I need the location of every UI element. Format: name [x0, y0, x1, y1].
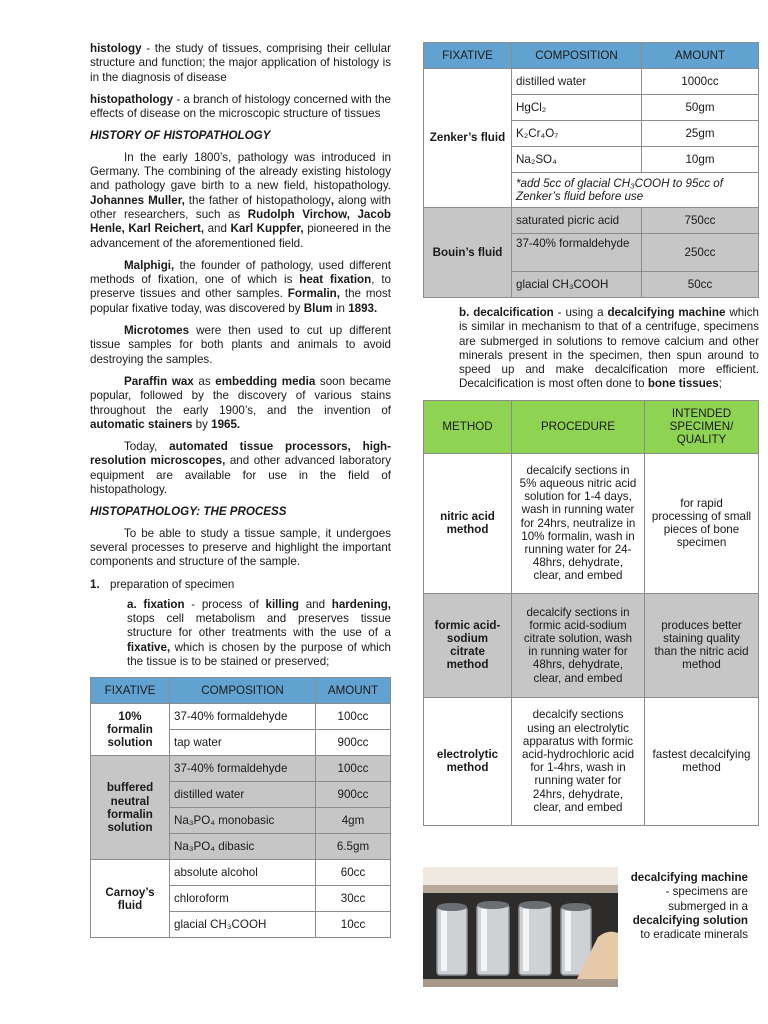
quality-cell: produces better staining quality than the nitric acid method	[645, 593, 759, 697]
history-paragraph-1: In the early 1800’s, pathology was introduced in Germany. The combining of the already existing histology and pathology gave birth to a new field, histopathology. Johannes Muller, the father of histopathology, along with other researchers, such as Rudolph Virchow, Jacob Henle, Karl Reichert, and Karl Kuppfer, pioneered in the advancement of the aforementioned field.	[90, 150, 391, 250]
composition-cell: K₂Cr₄O₇	[512, 121, 642, 147]
composition-cell: Na₃PO₄ dibasic	[170, 834, 316, 860]
column-header-composition: COMPOSITION	[512, 43, 642, 69]
composition-cell: tap water	[170, 730, 316, 756]
decalcification-methods-table	[423, 400, 759, 826]
column-header-fixative: FIXATIVE	[424, 43, 512, 69]
table-row	[91, 704, 391, 730]
quality-cell: for rapid processing of small pieces of bone specimen	[645, 453, 759, 593]
amount-cell: 50cc	[642, 272, 759, 298]
composition-cell: chloroform	[170, 886, 316, 912]
fixative-table-2	[423, 42, 759, 298]
quality-cell: fastest decalcifying method	[645, 697, 759, 825]
composition-cell: distilled water	[170, 782, 316, 808]
amount-cell: 4gm	[316, 808, 391, 834]
fixative-name: 10% formalin solution	[91, 704, 170, 756]
fixation-paragraph: a. fixation - process of killing and hardening, stops cell metabolism and preserves tissue structure for other treatments with the use of a fixative, which is chosen by the purpose of which the tissue is to be stained or preserved;	[127, 597, 391, 668]
history-paragraph-2: Malphigi, the founder of pathology, used different methods of fixation, one of which is heat fixation, to preserve tissues and other samples. Formalin, the most popular fixative today, was discovered by Blum in 1893.	[90, 258, 391, 315]
history-paragraph-5: Today, automated tissue processors, high-resolution microscopes, and other advanced laboratory equipment are available for use in the field of histopathology.	[90, 440, 391, 497]
column-header-intended-specimen: INTENDED SPECIMEN/ QUALITY	[645, 400, 759, 453]
process-heading: HISTOPATHOLOGY: THE PROCESS	[90, 505, 287, 519]
amount-cell: 50gm	[642, 95, 759, 121]
amount-cell: 100cc	[316, 704, 391, 730]
history-heading: HISTORY OF HISTOPATHOLOGY	[90, 129, 271, 143]
photo-caption: decalcifying machine - specimens are submerged in a decalcifying solution to eradicate minerals	[630, 871, 748, 942]
definition-text: - the study of tissues, comprising their cellular structure and function; the major application of histology is in the diagnosis of disease	[90, 42, 391, 84]
composition-cell: absolute alcohol	[170, 860, 316, 886]
right-column	[423, 42, 759, 826]
process-paragraph: To be able to study a tissue sample, it undergoes several processes to preserve and highlight the important components and structure of the sample.	[90, 526, 391, 569]
column-header-fixative: FIXATIVE	[91, 678, 170, 704]
method-name: formic acid-sodium citrate method	[424, 593, 512, 697]
procedure-cell: decalcify sections using an electrolytic apparatus with formic acid-hydrochloric acid for 1-4hrs, wash in running water for 24hrs, dehydrate, clear, and embed	[512, 697, 645, 825]
term-histopathology: histopathology	[90, 92, 174, 106]
amount-cell: 750cc	[642, 208, 759, 234]
column-header-amount: AMOUNT	[316, 678, 391, 704]
histology-definition	[90, 42, 391, 85]
table-row	[424, 69, 759, 95]
table-row	[91, 756, 391, 782]
amount-cell: 900cc	[316, 782, 391, 808]
composition-cell: saturated picric acid	[512, 208, 642, 234]
table-row	[424, 453, 759, 593]
history-paragraph-3: Microtomes were then used to cut up different tissue samples for both plants and animals to avoid destroying the samples.	[90, 324, 391, 366]
note-cell: *add 5cc of glacial CH₃COOH to 95cc of Zenker’s fluid before use	[512, 173, 759, 208]
method-name: electrolytic method	[424, 697, 512, 825]
composition-cell: Na₃PO₄ monobasic	[170, 808, 316, 834]
procedure-cell: decalcify sections in formic acid-sodium citrate solution, wash in running water for 48hrs, dehydrate, clear, and embed	[512, 593, 645, 697]
amount-cell: 30cc	[316, 886, 391, 912]
method-name: nitric acid method	[424, 453, 512, 593]
list-item-label: preparation of specimen	[110, 577, 235, 591]
composition-cell: HgCl₂	[512, 95, 642, 121]
composition-cell: 37-40% formaldehyde	[170, 704, 316, 730]
composition-cell: glacial CH₃COOH	[170, 912, 316, 938]
composition-cell: Na₂SO₄	[512, 147, 642, 173]
list-item-preparation	[90, 578, 391, 592]
composition-cell: distilled water	[512, 69, 642, 95]
left-column	[90, 42, 391, 938]
procedure-cell: decalcify sections in 5% aqueous nitric acid solution for 1-4 days, wash in running water for 24hrs, neutralize in 10% formalin, wash in running water for 24-48hrs, dehydrate, clear, and embed	[512, 453, 645, 593]
histopathology-definition	[90, 93, 391, 122]
fixative-name: Bouin’s fluid	[424, 208, 512, 298]
fixative-name: buffered neutral formalin solution	[91, 756, 170, 860]
definition-text: - a branch of histology concerned with the effects of disease on the microscopic structure of tissues	[90, 92, 391, 121]
amount-cell: 25gm	[642, 121, 759, 147]
table-row	[91, 860, 391, 886]
list-number: 1.	[90, 577, 100, 591]
column-header-composition: COMPOSITION	[170, 678, 316, 704]
amount-cell: 6.5gm	[316, 834, 391, 860]
amount-cell: 10gm	[642, 147, 759, 173]
column-header-procedure: PROCEDURE	[512, 400, 645, 453]
table-row	[424, 208, 759, 234]
decalcifying-machine-photo	[423, 867, 618, 987]
fixative-name: Zenker’s fluid	[424, 69, 512, 208]
decalcification-paragraph: b. decalcification - using a decalcifying machine which is similar in mechanism to that of a centrifuge, specimens are submerged in solutions to remove calcium and other minerals present in the specimen, then spun around to speed up and make decalcification more efficient. Decalcification is most often done to bone tissues;	[459, 306, 759, 391]
fixative-name: Carnoy’s fluid	[91, 860, 170, 938]
composition-cell: glacial CH₃COOH	[512, 272, 642, 298]
table-row	[424, 697, 759, 825]
column-header-method: METHOD	[424, 400, 512, 453]
amount-cell: 900cc	[316, 730, 391, 756]
composition-cell: 37-40% formaldehyde	[512, 234, 642, 272]
history-paragraph-4: Paraffin wax as embedding media soon became popular, followed by the discovery of various stains throughout the early 1900’s, and the invention of automatic stainers by 1965.	[90, 374, 391, 431]
amount-cell: 10cc	[316, 912, 391, 938]
column-header-amount: AMOUNT	[642, 43, 759, 69]
fixative-table-1	[90, 677, 391, 938]
amount-cell: 250cc	[642, 234, 759, 272]
amount-cell: 1000cc	[642, 69, 759, 95]
composition-cell: 37-40% formaldehyde	[170, 756, 316, 782]
amount-cell: 100cc	[316, 756, 391, 782]
term-histology: histology	[90, 42, 142, 55]
table-row	[424, 593, 759, 697]
amount-cell: 60cc	[316, 860, 391, 886]
